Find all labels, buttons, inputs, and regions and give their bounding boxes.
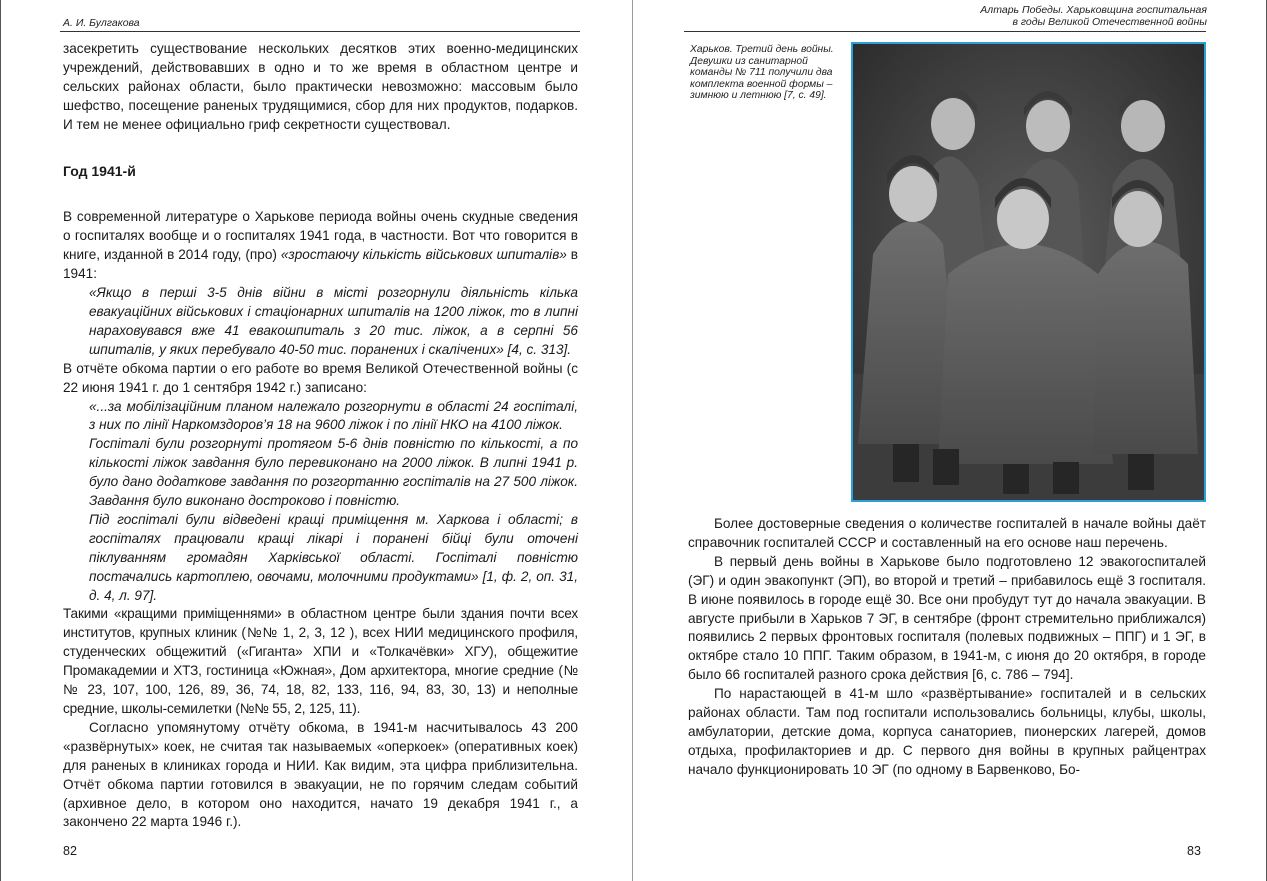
paragraph: По нарастающей в 41-м шло «развёртывание» госпиталей и в сельских районах области. Там под госпитали использовались больницы, клубы, школы, амбулатории, детские дома, корпуса санаториев, пионерских лагерей, домов отдыха, профилакториев и др. С первого дня войны в крупных райцентрах начало функционировать 10 ЭГ (по одному в Барвенково, Бо-	[688, 686, 1206, 777]
right-page-body	[688, 515, 1206, 780]
left-page	[0, 0, 633, 881]
historical-photo	[851, 42, 1206, 502]
paragraph-text: В современной литературе о Харькове периода войны очень скудные сведения о госпиталях вообще и о госпиталях 1941 года, в частности. Вот что говорится в книге, изданной в 2014 году, (про)	[63, 209, 578, 263]
page-number: 82	[63, 844, 77, 858]
running-head-author: А. И. Булгакова	[63, 17, 140, 29]
running-head-line: в годы Великой Отечественной войны	[1012, 16, 1207, 28]
quote-block: Під госпіталі були відведені кращі приміщення м. Харкова і області; в госпіталях працювали кращі лікарі і поранені бійці були оточені піклуванням громадян Харківської області. Госпіталі повністю постачались картоплею, овочами, молочними продуктами» [1, ф. 2, оп. 31, д. 4, л. 97].	[89, 511, 578, 603]
paragraph	[63, 208, 578, 284]
quote-block: Госпіталі були розгорнуті протягом 5-6 днів повністю по кількості, а по кількості ліжок завдання було перевиконано на 2000 ліжок. В липні 1941 р. було дано додаткове завдання по розгортанню госпіталів на 27 500 ліжок. Завдання було виконано достроково і повністю.	[89, 436, 578, 509]
header-rule	[684, 31, 1206, 32]
photo-illustration	[853, 44, 1204, 500]
running-head-line: Алтарь Победы. Харьковщина госпитальная	[980, 4, 1207, 16]
page-number: 83	[1187, 844, 1201, 858]
quote-block: «Якщо в перші 3-5 днів війни в місті розгорнули діяльність кілька евакуаційних військових і стаціонарних шпиталів на 1200 ліжок, то в липні нараховувався вже 41 евакошпиталь з 20 тис. ліжок, а в серпні 56 шпиталів, у яких перебувало 40-50 тис. поранених і скалічених» [4, с. 313].	[89, 285, 578, 357]
paragraph: Такими «кращими приміщеннями» в областном центре были здания почти всех институтов, крупных клиник (№№ 1, 2, 3, 12 ), всех НИИ медицинского профиля, студенческих общежитий («Гиганта» ХПИ и «Толкачёвки» ХГУ), общежитие Промакадемии и ХТЗ, гостиница «Южная», Дом архитектора, многие средние (№№ 23, 107, 100, 126, 89, 36, 74, 18, 82, 133, 116, 94, 83, 30, 13) и неполные средние, школы-семилетки (№№ 55, 2, 125, 11).	[63, 606, 578, 716]
running-head-title	[980, 4, 1207, 28]
paragraph: Более достоверные сведения о количестве госпиталей в начале войны даёт справочник госпиталей СССР и составленный на его основе наш перечень.	[688, 516, 1206, 550]
paragraph-text-end: в 1941:	[63, 247, 579, 282]
intro-paragraph: засекретить существование нескольких десятков этих военно-медицинских учреждений, действовавших в одно и то же время в областном центре и сельских районах области, было практически невозможно: массовым было шефство, посещение раненых трудящимися, сбор для них продуктов, подарков. И тем не менее официально гриф секретности существовал.	[63, 41, 578, 132]
paragraph: В первый день войны в Харькове было подготовлено 12 эвакогоспиталей (ЭГ) и один эвакопункт (ЭП), во второй и третий – прибавилось ещё 3 госпиталя. В июне появилось в городе ещё 30. Все они пробудут тут до начала эвакуации. В августе прибыли в Харьков 7 ЭГ, в сентябре (фронт стремительно приближался) появились 2 первых фронтовых госпиталя (полевых подвижных – ППГ) и 1 ЭГ, в октябре стало 10 ППГ. Таким образом, в 1941-м, с июня до 20 октября, в городе было 66 госпиталей разного срока действия [6, с. 786 – 794].	[688, 553, 1206, 683]
header-rule	[60, 31, 580, 32]
section-heading: Год 1941-й	[63, 162, 136, 179]
paragraph: В отчёте обкома партии о его работе во время Великой Отечественной войны (с 22 июня 1941 г. до 1 сентября 1942 г.) записано:	[63, 360, 578, 395]
right-page	[634, 0, 1267, 881]
paragraph-italic-phrase: «зростаючу кількість військових шпиталів»	[280, 247, 567, 263]
photo-caption: Харьков. Третий день войны. Девушки из санитарной команды № 711 получили два комплекта военной формы – зимнюю и летнюю [7, с. 49].	[690, 44, 834, 102]
left-page-body	[63, 40, 578, 832]
paragraph: Согласно упомянутому отчёту обкома, в 1941-м насчитывалось 43 200 «развёрнутых» коек, не считая так называемых «оперкоек» (оперативных коек) для раненых в клиниках города и НИИ. Как видим, эта цифра приблизительна. Отчёт обкома партии готовился в эвакуации, не по горячим следам событий (архивное дело, в котором оно находится, начато 19 декабря 1941 г., а закончено 22 марта 1946 г.).	[63, 719, 578, 830]
quote-block: «...за мобілізаційним планом належало розгорнути в області 24 госпіталі, з них по лінії Наркомздоров’я 18 на 9600 ліжок і по лінії НКО на 4100 ліжок.	[89, 398, 578, 433]
